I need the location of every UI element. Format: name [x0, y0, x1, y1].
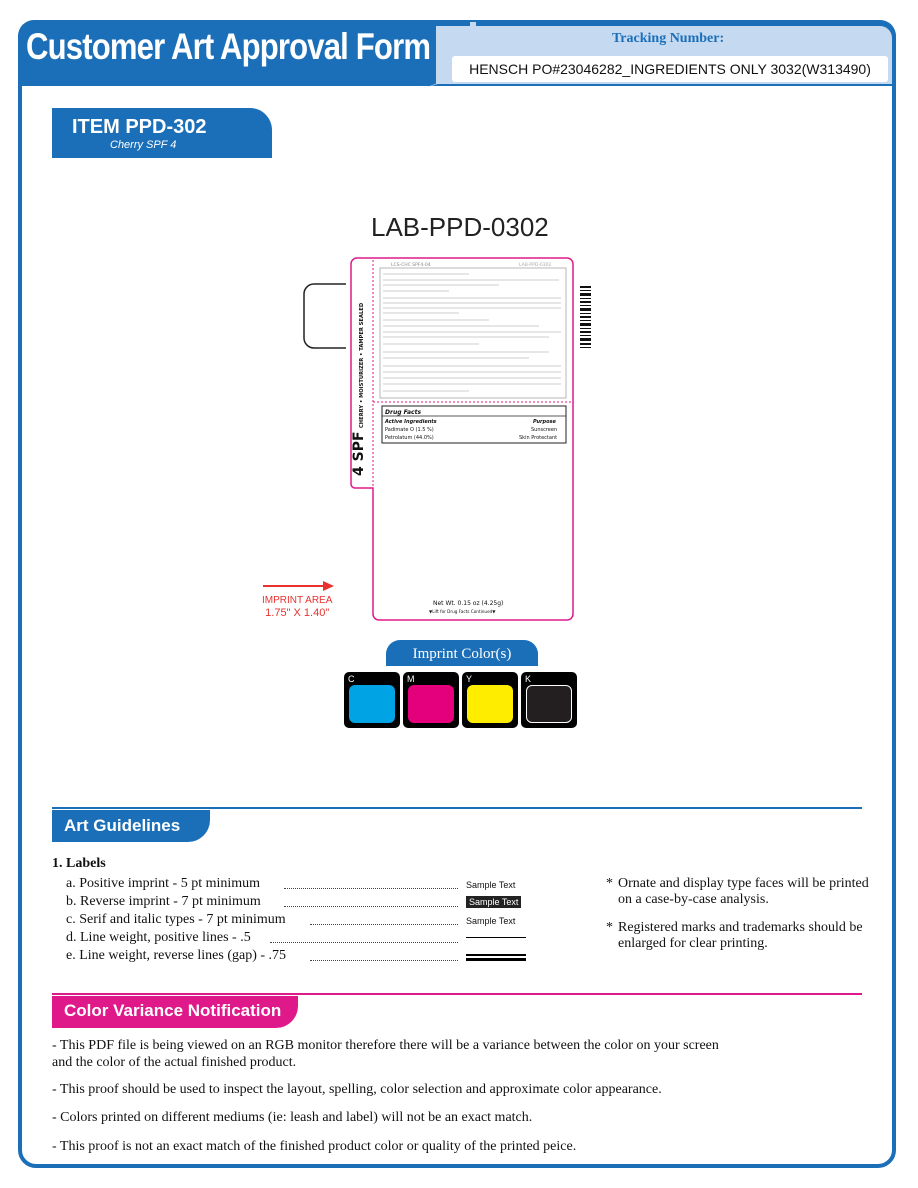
art-guidelines-title: Art Guidelines — [52, 810, 210, 842]
imprint-colors-title: Imprint Color(s) — [386, 640, 538, 666]
item-tab — [52, 108, 272, 158]
purpose-1: Sunscreen — [531, 427, 558, 433]
sample-line-positive — [466, 937, 526, 938]
active-ingredients-label: Active Ingredients — [385, 419, 437, 425]
arrow-right-icon — [263, 580, 335, 592]
drug-facts-heading: Drug Facts — [385, 409, 422, 416]
guideline-row: c. Serif and italic types - 7 pt minimum — [66, 912, 286, 927]
labels-heading: 1. Labels — [52, 856, 106, 871]
item-subtitle: Cherry SPF 4 — [110, 139, 177, 151]
label-artwork — [349, 256, 575, 624]
section-divider — [52, 807, 862, 809]
ingredient-1: Padimate O (1.5 %) — [385, 427, 434, 433]
item-title: ITEM PPD-302 — [72, 116, 207, 138]
purpose-2: Skin Protectant — [519, 435, 558, 441]
swatch-label: C — [348, 674, 355, 684]
variance-line: - Colors printed on different mediums (ie: leash and label) will not be an exact match. — [52, 1110, 533, 1125]
section-divider — [52, 993, 862, 995]
sample-positive: Sample Text — [466, 880, 516, 890]
lab-id: LAB-PPD-0302 — [371, 212, 549, 242]
net-weight: Net Wt. 0.15 oz (4.25g) — [433, 600, 504, 607]
swatch-label: Y — [466, 674, 473, 684]
sample-serif: Sample Text — [466, 916, 516, 926]
dot-leader — [284, 888, 458, 889]
sample-line-reverse — [466, 958, 526, 961]
sample-line-reverse — [466, 954, 526, 956]
variance-line: - This PDF file is being viewed on an RGB monitor therefore there will be a variance between the color on your screen and the color of the actual finished product. — [52, 1038, 719, 1070]
variance-line: - This proof is not an exact match of the finished product color or quality of the printed peice. — [52, 1139, 577, 1154]
swatch-yellow — [462, 672, 518, 728]
tracking-number-field: HENSCH PO#23046282_INGREDIENTS ONLY 3032(W313490) — [452, 56, 888, 82]
ingredient-2: Petrolatum (44.0%) — [385, 435, 434, 441]
lift-text: ▼Lift for Drug Facts Continued▼ — [429, 609, 496, 614]
sample-reverse: Sample Text — [466, 896, 521, 908]
top-code-right: LAB-PPD-0302 — [519, 263, 552, 268]
fine-print-block — [383, 274, 561, 391]
swatch-label: K — [525, 674, 532, 684]
top-code-left: LCS-CHC SPF4-04 — [391, 263, 431, 268]
guideline-row: b. Reverse imprint - 7 pt minimum — [66, 894, 261, 909]
swatch-fill — [349, 685, 395, 723]
spf-text: 4 SPF — [351, 431, 367, 476]
imprint-area-note — [262, 594, 332, 620]
swatch-magenta — [403, 672, 459, 728]
swatch-fill — [408, 685, 454, 723]
dot-leader — [270, 942, 458, 943]
swatch-fill — [467, 685, 513, 723]
swatch-black — [521, 672, 577, 728]
imprint-color-swatches — [344, 672, 578, 728]
variance-line: - This proof should be used to inspect the layout, spelling, color selection and approximate color appearance. — [52, 1082, 662, 1097]
guideline-row: d. Line weight, positive lines - .5 — [66, 930, 251, 945]
dot-leader — [284, 906, 458, 907]
guideline-row: a. Positive imprint - 5 pt minimum — [66, 876, 261, 891]
imprint-area-size: 1.75" X 1.40" — [265, 607, 330, 619]
purpose-label: Purpose — [533, 419, 556, 425]
hang-tab-outline — [300, 282, 350, 352]
swatch-fill — [526, 685, 572, 723]
color-variance-title: Color Variance Notification — [52, 996, 298, 1028]
swatch-cyan — [344, 672, 400, 728]
guideline-row: e. Line weight, reverse lines (gap) - .75 — [66, 948, 287, 963]
imprint-area-label: IMPRINT AREA — [262, 595, 333, 606]
barcode-icon — [578, 282, 594, 352]
form-title: Customer Art Approval Form — [26, 26, 431, 67]
dot-leader — [310, 924, 458, 925]
dot-leader — [310, 960, 458, 961]
side-text: CHERRY • MOISTURIZER • TAMPER SEALED — [359, 302, 365, 428]
swatch-label: M — [407, 674, 415, 684]
tracking-label: Tracking Number: — [612, 31, 725, 46]
